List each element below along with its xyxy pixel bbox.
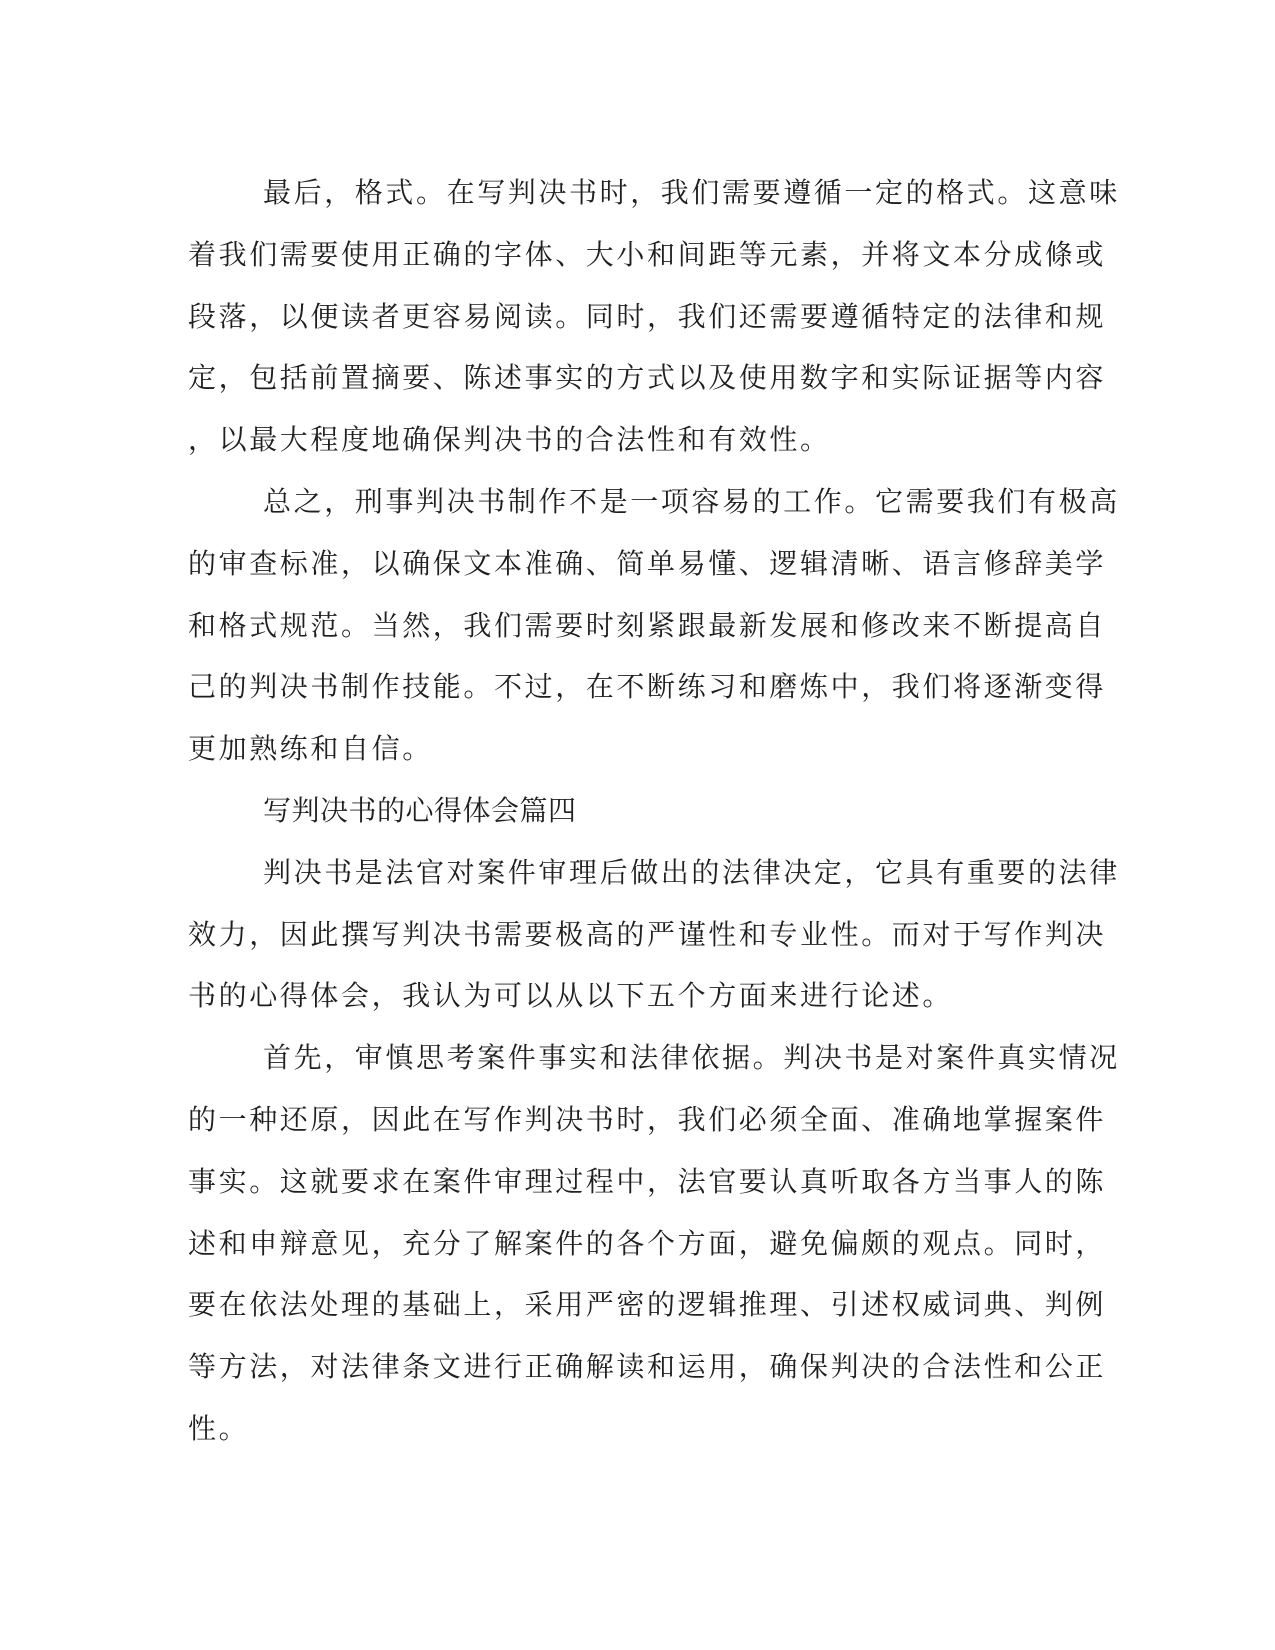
paragraph-line: 等方法，对法律条文进行正确解读和运用，确保判决的合法性和公正: [188, 1350, 1107, 1384]
paragraph-line: 的审查标准，以确保文本准确、简单易懂、逻辑清晰、语言修辞美学: [188, 546, 1107, 580]
paragraph-line: 事实。这就要求在案件审理过程中，法官要认真听取各方当事人的陈: [188, 1164, 1107, 1198]
paragraph-line: 己的判决书制作技能。不过，在不断练习和磨炼中，我们将逐渐变得: [188, 670, 1107, 704]
paragraph-line: 要在依法处理的基础上，采用严密的逻辑推理、引述权威词典、判例: [188, 1288, 1107, 1322]
paragraph-line: 性。: [188, 1411, 250, 1445]
paragraph-line: 定，包括前置摘要、陈述事实的方式以及使用数字和实际证据等内容: [188, 361, 1107, 395]
paragraph-line: 最后，格式。在写判决书时，我们需要遵循一定的格式。这意味: [263, 176, 1120, 209]
paragraph-line: 着我们需要使用正确的字体、大小和间距等元素，并将文本分成條或: [188, 237, 1107, 271]
paragraph-line: 书的心得体会，我认为可以从以下五个方面来进行论述。: [188, 979, 954, 1013]
paragraph-line: 更加熟练和自信。: [188, 732, 433, 766]
paragraph-line: ，以最大程度地确保判决书的合法性和有效性。: [188, 423, 831, 457]
paragraph-line: 总之，刑事判决书制作不是一项容易的工作。它需要我们有极高: [263, 484, 1120, 518]
paragraph-line: 判决书是法官对案件审理后做出的法律决定，它具有重要的法律: [263, 855, 1120, 889]
paragraph-line: 效力，因此撰写判决书需要极高的严谨性和专业性。而对于写作判决: [188, 917, 1107, 951]
paragraph-line: 首先，审慎思考案件事实和法律依据。判决书是对案件真实情况: [263, 1041, 1120, 1075]
document-body: [188, 162, 1120, 1460]
paragraph-line: 述和申辩意见，充分了解案件的各个方面，避免偏颇的观点。同时，: [188, 1226, 1107, 1260]
paragraph-line: 和格式规范。当然，我们需要时刻紧跟最新发展和修改来不断提高自: [188, 608, 1107, 642]
paragraph-line: 段落，以便读者更容易阅读。同时，我们还需要遵循特定的法律和规: [188, 299, 1107, 333]
paragraph-line: 的一种还原，因此在写作判决书时，我们必须全面、准确地掌握案件: [188, 1102, 1107, 1136]
section-heading: 写判决书的心得体会篇四: [263, 793, 577, 827]
